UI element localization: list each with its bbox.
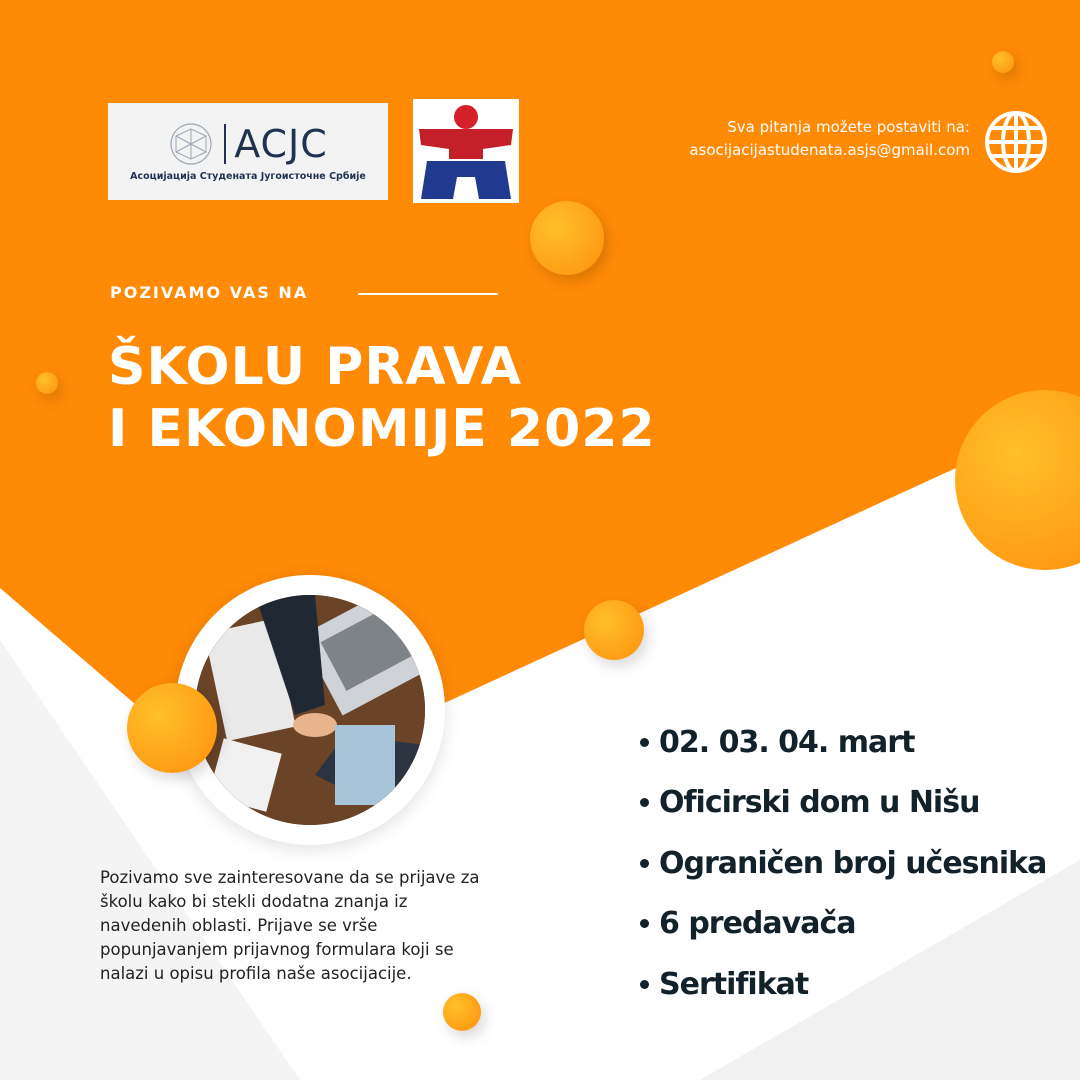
bullet-text: 02. 03. 04. mart (659, 724, 915, 760)
list-item (640, 954, 1046, 1015)
decor-circle (127, 683, 217, 773)
bullet-icon (640, 980, 649, 989)
acjc-logo (108, 103, 388, 200)
description-text: Pozivamo sve zainteresovane da se prijave za školu kako bi stekli dodatna znanja iz navedenih oblasti. Prijave se vrše popunjavanjem prijavnog formulara koji se nalazi u opisu profila naše asocijacije. (100, 868, 480, 983)
list-item (640, 894, 1046, 955)
invite-label: POZIVAMO VAS NA (110, 283, 309, 302)
title-line-2: I EKONOMIJE 2022 (108, 399, 656, 459)
bullet-text: Sertifikat (659, 966, 809, 1002)
university-emblem-logo (413, 99, 519, 203)
page-title (108, 336, 656, 460)
handshake-photo (195, 595, 425, 825)
divider-line (358, 293, 498, 295)
list-item (640, 833, 1046, 894)
decor-circle (584, 600, 644, 660)
bullet-icon (640, 919, 649, 928)
contact-info (689, 116, 970, 162)
event-details-list (640, 712, 1046, 1015)
list-item (640, 712, 1046, 773)
contact-email[interactable]: asocijacijastudenata.asjs@gmail.com (689, 141, 970, 159)
decor-circle (992, 51, 1014, 73)
acjc-acronym: ACJC (224, 124, 328, 164)
bullet-text: 6 predavača (659, 906, 856, 942)
network-globe-icon (168, 121, 214, 167)
globe-icon (983, 109, 1049, 175)
title-line-1: ŠKOLU PRAVA (108, 337, 523, 397)
bullet-icon (640, 738, 649, 747)
bullet-text: Ograničen broj učesnika (659, 845, 1047, 881)
bullet-icon (640, 798, 649, 807)
bullet-icon (640, 859, 649, 868)
list-item (640, 773, 1046, 834)
contact-label: Sva pitanja možete postaviti na: (727, 118, 970, 136)
acjc-subtitle: Асоцијација Студената Југоисточне Србије (130, 171, 366, 182)
decor-circle (443, 993, 481, 1031)
decor-circle (36, 372, 58, 394)
decor-circle (530, 201, 604, 275)
bullet-text: Oficirski dom u Nišu (659, 785, 980, 821)
